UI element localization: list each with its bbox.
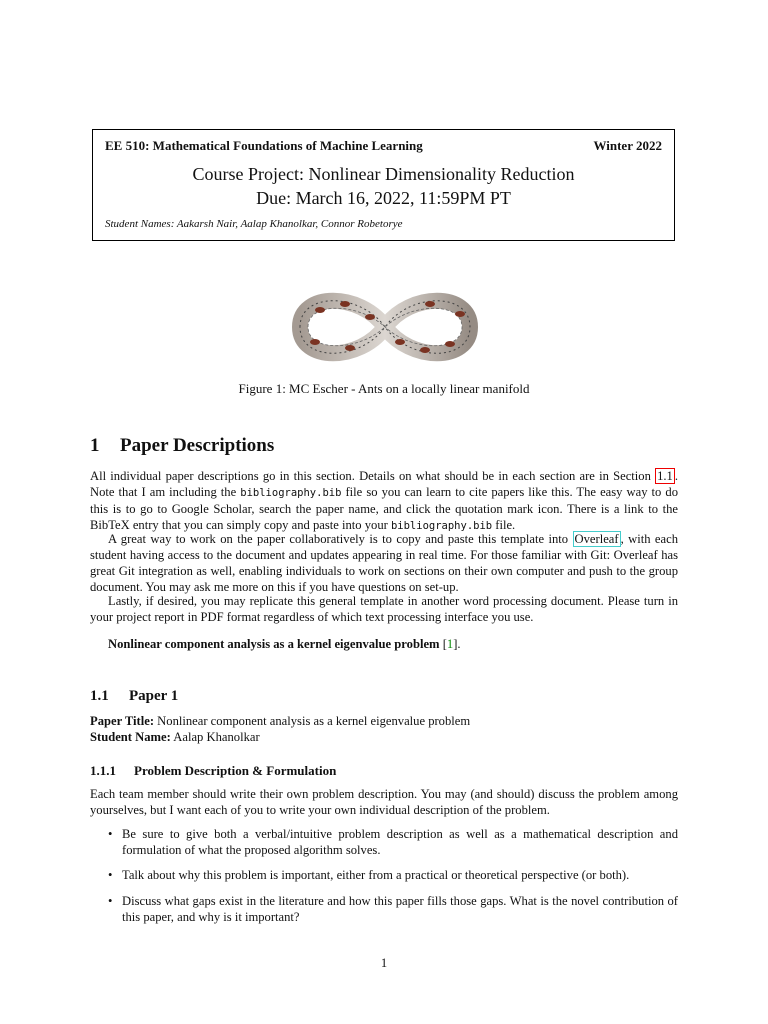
paragraph-lastly: Lastly, if desired, you may replicate this general template in another word processing document. Please turn in your project report in PDF format regardless of which text processing interface you use. [90, 594, 678, 624]
paragraph-intro [90, 468, 678, 534]
text-run: , with each student having access to the document and updates appearing in real time. For those familiar with Git: Overleaf has great Git integration as well, enabling individuals to work on sections on their own computer and push to the group document. You may ask me more on this if you have questions on set-up. [90, 532, 678, 594]
paper-heading: Nonlinear component analysis as a kernel eigenvalue problem [1]. [108, 637, 461, 651]
bullet-marker: • [108, 894, 113, 908]
project-title: Course Project: Nonlinear Dimensionality Reduction [192, 164, 575, 184]
paper-title: Nonlinear component analysis as a kernel eigenvalue problem [157, 714, 471, 728]
subsection-heading [90, 688, 178, 705]
list-item-text: Talk about why this problem is important, either from a practical or theoretical perspective (or both). [122, 868, 630, 882]
student-name: Aalap Khanolkar [173, 730, 260, 744]
student-name-label: Student Name: [90, 730, 171, 744]
due-date: Due: March 16, 2022, 11:59PM PT [256, 188, 511, 208]
section-heading [90, 435, 274, 457]
overleaf-link[interactable]: Overleaf [574, 532, 619, 546]
subsubsection-title: Problem Description & Formulation [134, 763, 337, 778]
text-run: file so you can learn to cite papers like this. The easy way to do this is to go to Google Scholar, search the paper name, and click the quotation mark icon. There is a link to the BibTeX entry that you can simply copy and paste into your [90, 485, 678, 532]
bullet-marker: • [108, 868, 113, 882]
problem-intro: Each team member should write their own problem description. You may (and should) discuss the problem among yourselves, but I want each of you to write your own individual description of the problem. [90, 787, 678, 817]
list-item [90, 867, 678, 883]
student-names: Student Names: Aakarsh Nair, Aalap Khanolkar, Connor Robetorye [105, 218, 403, 230]
citation-link[interactable]: 1 [446, 637, 454, 651]
text-run: . Note that I am including the [90, 469, 678, 499]
subsection-number: 1.1 [90, 688, 109, 704]
paper-heading-text: Nonlinear component analysis as a kernel eigenvalue problem [108, 637, 440, 651]
bib-filename: bibliography.bib [240, 487, 342, 499]
list-item-text: Be sure to give both a verbal/intuitive problem description as well as a mathematical description and formulation of what the proposed algorithm solves. [122, 827, 678, 857]
course-term: Winter 2022 [593, 138, 662, 153]
course-name: EE 510: Mathematical Foundations of Machine Learning [105, 138, 423, 153]
subsubsection-heading [90, 763, 336, 779]
section-number: 1 [90, 435, 100, 456]
text-run: All individual paper descriptions go in this section. Details on what should be in each section are in Section [90, 469, 656, 483]
section-ref-link[interactable]: 1.1 [657, 469, 673, 483]
paper-info [90, 713, 470, 745]
subsubsection-number: 1.1.1 [90, 763, 116, 778]
text-run: file. [492, 518, 516, 532]
bib-filename: bibliography.bib [390, 520, 493, 532]
paper-title-label: Paper Title: [90, 714, 155, 728]
paragraph-overleaf [90, 531, 678, 595]
section-title: Paper Descriptions [120, 435, 275, 456]
list-item [90, 826, 678, 858]
bullet-marker: • [108, 827, 113, 841]
figure-caption: Figure 1: MC Escher - Ants on a locally linear manifold [238, 381, 530, 396]
page-number: 1 [380, 956, 388, 970]
text-run: A great way to work on the paper collaboratively is to copy and paste this template into [108, 532, 573, 546]
escher-moebius-figure [290, 282, 480, 377]
list-item-text: Discuss what gaps exist in the literature and how this paper fills those gaps. What is the novel contribution of this paper, and why is it important? [122, 894, 678, 924]
assignment-header-box [92, 129, 675, 241]
subsection-title: Paper 1 [129, 688, 179, 704]
list-item [90, 893, 678, 925]
